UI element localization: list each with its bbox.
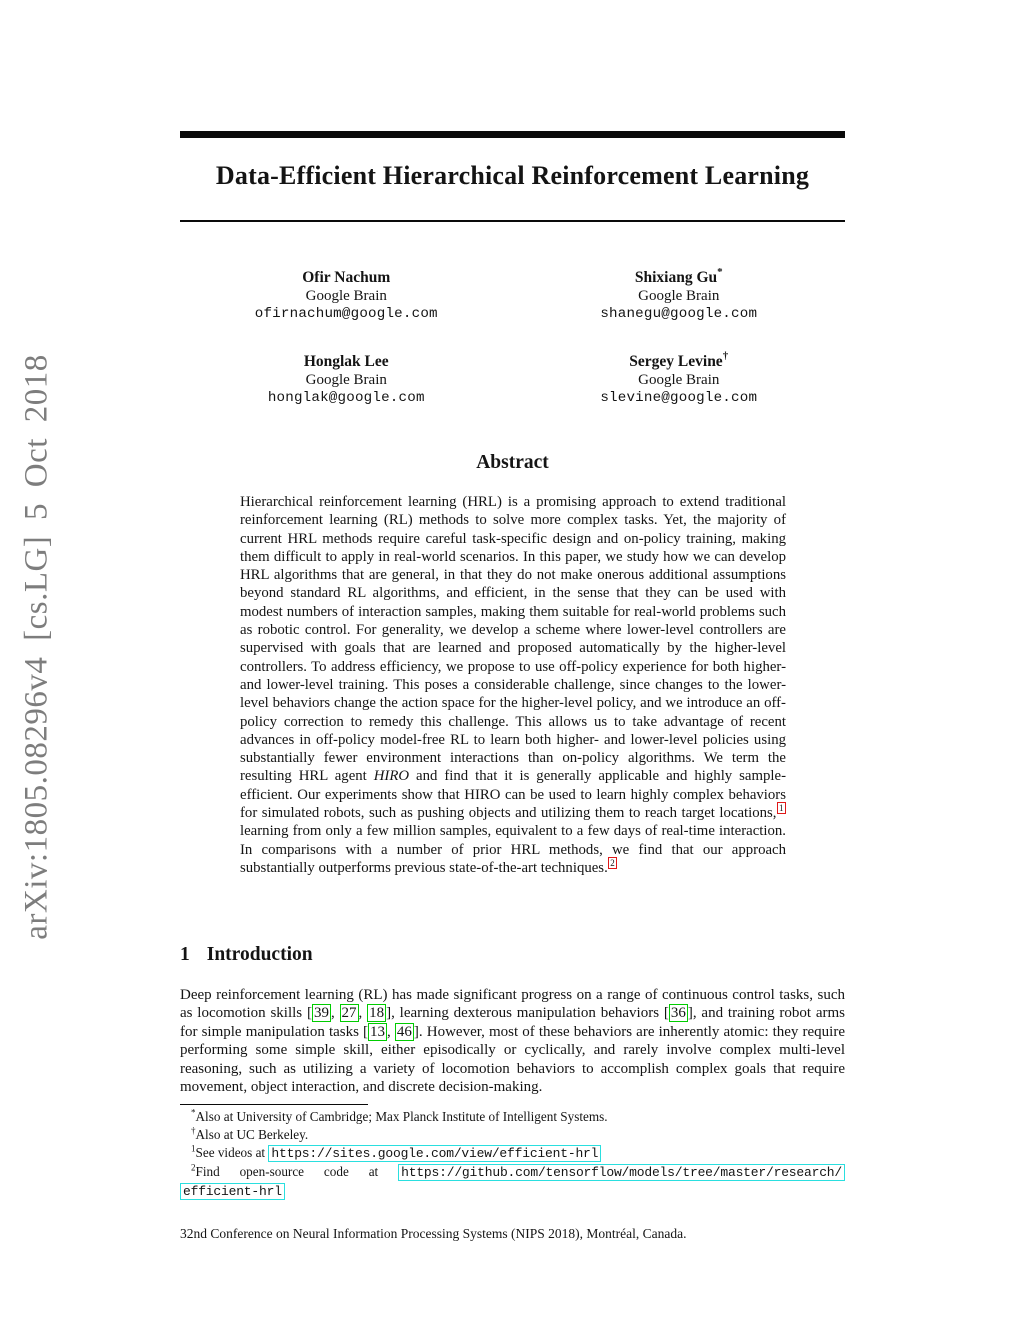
footnote-ref-2-link[interactable] (608, 857, 618, 869)
footnote-ref-2-number[interactable]: 2 (608, 857, 618, 869)
authors-row-2 (180, 348, 845, 407)
title-rule-bottom (180, 220, 845, 222)
citation-link-46[interactable]: 46 (396, 1023, 412, 1040)
author-email[interactable]: honglak@google.com (267, 390, 425, 407)
citation-link-36[interactable]: 36 (670, 1005, 686, 1022)
footnote-ref-1-number[interactable]: 1 (777, 802, 787, 814)
intro-seg-2: ], learning dexterous manipulation behaviors [ (386, 1005, 669, 1022)
author-affiliation: Google Brain (638, 288, 720, 305)
author-affiliation: Google Brain (638, 372, 720, 389)
author-block-honglak-lee (180, 348, 513, 407)
author-marker-dagger: † (722, 350, 729, 362)
author-marker-asterisk: * (717, 266, 723, 278)
author-block-sergey-levine (513, 348, 846, 407)
page-content (180, 0, 845, 1325)
author-email[interactable]: shanegu@google.com (600, 306, 758, 323)
footnote-star-marker: * (191, 1107, 196, 1118)
citation-link-18[interactable]: 18 (369, 1005, 385, 1022)
intro-seg-3: ], and training robot arms for simple manipulation tasks [ (180, 1005, 846, 1040)
footnote-1 (180, 1144, 845, 1163)
footnote-dagger-marker: † (191, 1125, 196, 1136)
footnote-2 (180, 1163, 845, 1201)
footnote-dagger-text: Also at UC Berkeley. (195, 1127, 309, 1142)
abstract-text (240, 493, 786, 877)
author-email[interactable]: slevine@google.com (600, 390, 758, 407)
footnote-rule (180, 1104, 368, 1105)
author-name: Honglak Lee (303, 353, 389, 371)
footnote-2-marker: 2 (191, 1162, 196, 1173)
author-name: Sergey Levine (629, 353, 723, 371)
footnote-1-text: See videos at (195, 1145, 269, 1160)
author-name: Ofir Nachum (302, 269, 391, 287)
citation-link-39[interactable]: 39 (313, 1005, 329, 1022)
citation-link-27[interactable]: 27 (341, 1005, 357, 1022)
author-name: Shixiang Gu (634, 269, 718, 287)
footnote-1-marker: 1 (191, 1143, 196, 1154)
author-block-shixiang-gu (513, 264, 846, 323)
arxiv-watermark: arXiv:1805.08296v4 [cs.LG] 5 Oct 2018 (18, 354, 55, 940)
footnote-star-text: Also at University of Cambridge; Max Planck Institute of Intelligent Systems. (195, 1109, 608, 1124)
citation-link-13[interactable]: 13 (370, 1023, 386, 1040)
conference-footer: 32nd Conference on Neural Information Processing Systems (NIPS 2018), Montréal, Canada. (180, 1226, 687, 1241)
author-block-ofir-nachum (180, 264, 513, 323)
author-email[interactable]: ofirnachum@google.com (254, 306, 438, 323)
footnote-2-text: Find open-source code at (195, 1164, 399, 1179)
abstract-seg-1: Hierarchical reinforcement learning (HRL) is a promising approach to extend traditional reinforcement learning (RL) methods to solve more complex tasks. Yet, the majority of current HRL methods require careful task-specific design and on-policy training, making them difficult to apply in real-world scenarios. In this paper, we study how we can develop HRL algorithms that are general, in that they do not make onerous additional assumptions beyond standard RL algorithms, and efficient, in the sense that they can be used with modest numbers of interaction samples, making them suitable for real-world problems such as robotic control. For generality, we develop a scheme where lower-level controllers are supervised with goals that are learned and proposed automatically by the higher-level controllers. To address efficiency, we propose to use off-policy experience for both higher- and lower-level training. This poses a considerable challenge, since changes to the lower-level behaviors change the action space for the higher-level policy, and we introduce an off-policy correction to remedy this challenge. This allows us to take advantage of recent advances in off-policy model-free RL to learn both higher- and lower-level policies using substantially fewer environment interactions than on-policy algorithms. We term the resulting HRL agent (240, 494, 786, 785)
abstract-heading: Abstract (476, 452, 549, 473)
paper-title: Data-Efficient Hierarchical Reinforcement Learning (215, 161, 810, 190)
citation-separator: , (330, 1005, 340, 1022)
code-url-link-part1[interactable]: https://github.com/tensorflow/models/tree/master/research/ (398, 1164, 845, 1181)
section-title: Introduction (206, 944, 313, 965)
authors-row-1 (180, 264, 845, 323)
section-heading-introduction (180, 944, 313, 966)
footnotes-block (180, 1108, 845, 1201)
code-url-link-part2[interactable]: efficient-hrl (180, 1183, 285, 1200)
author-affiliation: Google Brain (305, 372, 387, 389)
footnote-star (180, 1108, 845, 1126)
author-affiliation: Google Brain (305, 288, 387, 305)
hiro-term: HIRO (373, 768, 410, 785)
intro-paragraph (180, 986, 845, 1096)
intro-seg-1: Deep reinforcement learning (RL) has made significant progress on a range of continuous control tasks, such as locomotion skills [ (180, 987, 845, 1022)
citation-separator: , (358, 1005, 368, 1022)
footnote-ref-1-link[interactable] (777, 802, 787, 814)
videos-url-link[interactable]: https://sites.google.com/view/efficient-hrl (268, 1145, 601, 1162)
section-number: 1 (180, 944, 190, 965)
intro-seg-4: ]. However, most of these behaviors are inherently atomic: they require performing some simple skill, either episodically or cyclically, and rarely involve complex multi-level reasoning, such as utilizing a variety of locomotion behaviors to accomplish complex goals that require movement, object interaction, and discrete decision-making. (180, 1023, 845, 1096)
title-rule-top (180, 131, 845, 138)
abstract-seg-3: learning from only a few million samples, equivalent to a few days of real-time interaction. In comparisons with a number of prior HRL methods, we find that our approach substantially outperforms previous state-of-the-art techniques. (240, 823, 786, 876)
abstract-seg-2: and find that it is generally applicable and highly sample-efficient. Our experiments show that HIRO can be used to learn highly complex behaviors for simulated robots, such as pushing objects and utilizing them to reach target locations, (240, 768, 787, 822)
citation-separator: , (387, 1023, 395, 1040)
footnote-dagger (180, 1126, 845, 1144)
